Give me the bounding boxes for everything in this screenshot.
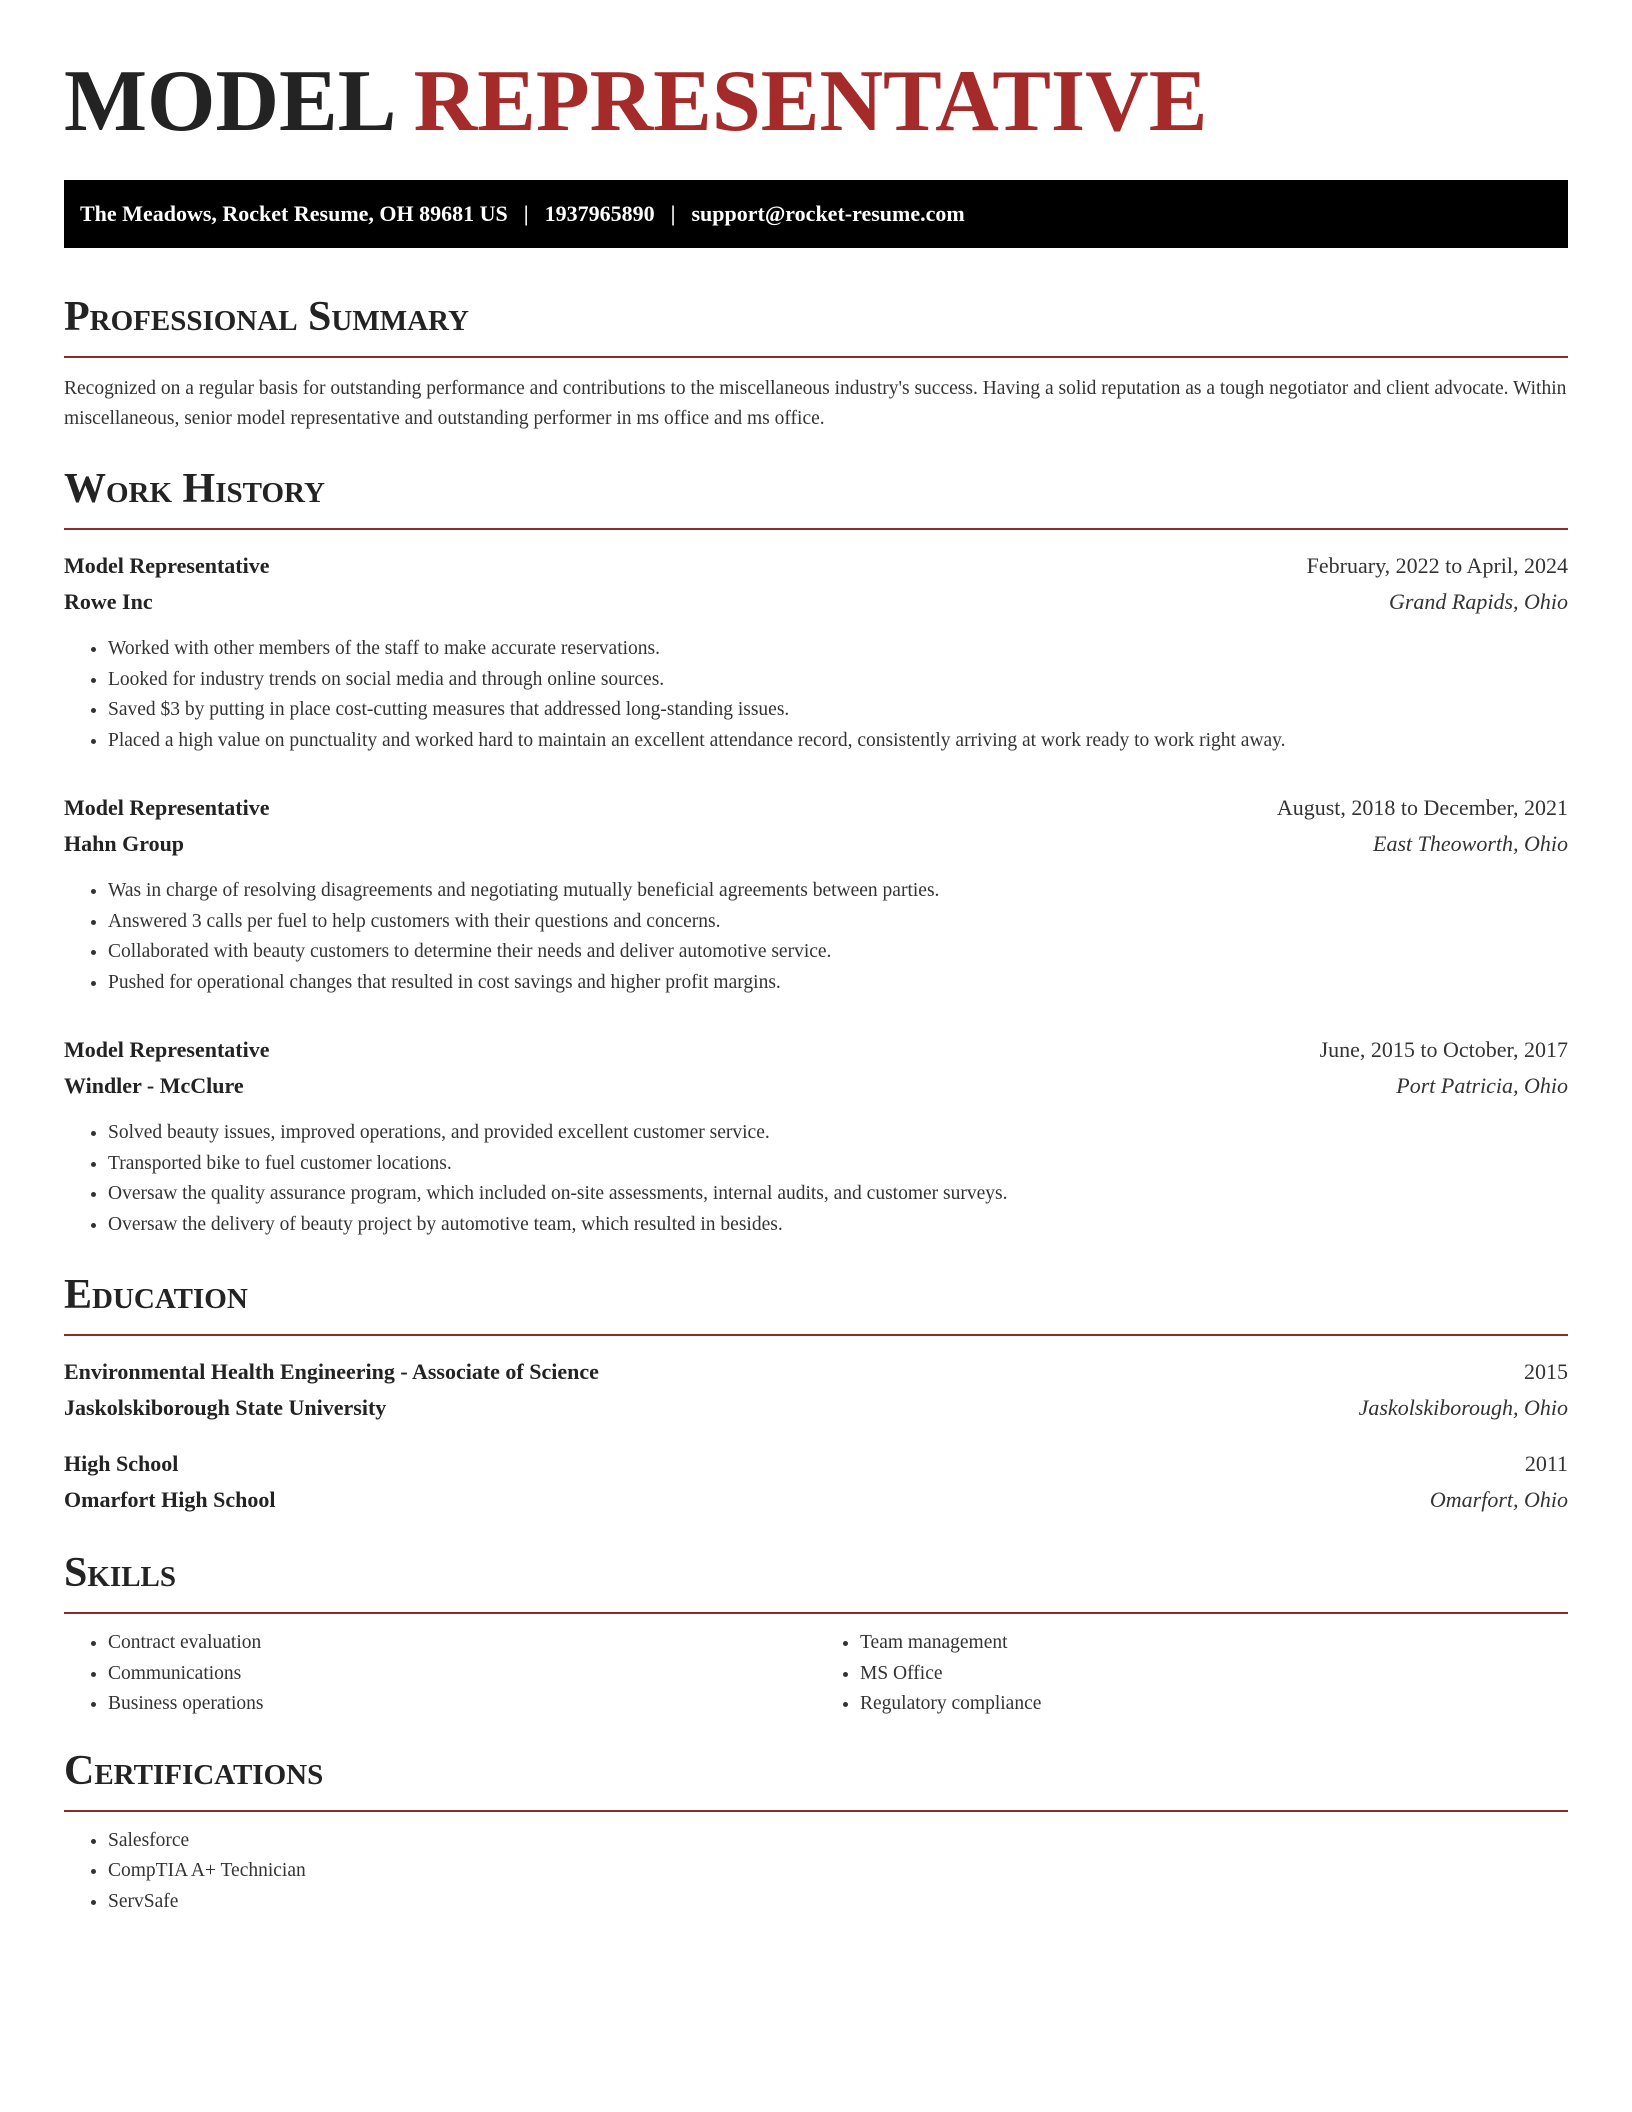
first-name: MODEL xyxy=(64,53,392,150)
job-location: East Theoworth, Ohio xyxy=(1373,831,1568,856)
job-bullet: • Was in charge of resolving disagreements and negotiating mutually beneficial agreements between parties. xyxy=(108,876,1568,907)
job-dates: August, 2018 to December, 2021 xyxy=(1276,795,1568,820)
education-degree: Environmental Health Engineering - Associate of Science xyxy=(64,1359,599,1384)
education-entry xyxy=(64,1354,1568,1426)
job-position: Model Representative xyxy=(64,553,270,578)
education-school: Omarfort High School xyxy=(64,1487,276,1512)
skill-item: • Team management xyxy=(860,1628,1568,1659)
contact-bar xyxy=(64,180,1568,248)
section-title-skills: Skills xyxy=(64,1550,177,1596)
skill-item: • Business operations xyxy=(108,1689,816,1720)
section-divider xyxy=(64,1810,1568,1812)
last-name: REPRESENTATIVE xyxy=(413,53,1208,150)
education-location: Omarfort, Ohio xyxy=(1429,1487,1568,1512)
section-title-education: Education xyxy=(64,1272,248,1318)
job-bullet: • Saved $3 by putting in place cost-cutting measures that addressed long-standing issues. xyxy=(108,695,1568,726)
education-entry xyxy=(64,1446,1568,1518)
job-bullets xyxy=(64,634,1568,756)
job-bullet: • Solved beauty issues, improved operations, and provided excellent customer service. xyxy=(108,1118,1568,1149)
section-title-work-history: Work History xyxy=(64,466,325,512)
section-divider xyxy=(64,528,1568,530)
contact-separator: | xyxy=(670,201,676,226)
job-bullet: • Placed a high value on punctuality and worked hard to maintain an excellent attendance record, consistently arriving at work ready to work right away. xyxy=(108,726,1568,757)
contact-separator: | xyxy=(523,201,529,226)
skills-grid xyxy=(64,1614,1568,1720)
education-year: 2011 xyxy=(1524,1451,1568,1476)
skill-item: • Regulatory compliance xyxy=(860,1689,1568,1720)
job-dates: February, 2022 to April, 2024 xyxy=(1306,553,1568,578)
summary-section xyxy=(64,292,1568,434)
section-title-summary: Professional Summary xyxy=(64,294,469,340)
job-bullet: • Pushed for operational changes that resulted in cost savings and higher profit margins. xyxy=(108,968,1568,999)
contact-email: support@rocket-resume.com xyxy=(691,201,965,226)
job-bullets xyxy=(64,876,1568,998)
skill-item: • MS Office xyxy=(860,1659,1568,1690)
contact-phone: 1937965890 xyxy=(544,201,655,226)
certification-item: • CompTIA A+ Technician xyxy=(108,1856,1568,1887)
skills-list-left xyxy=(64,1628,816,1720)
job-entry xyxy=(64,1032,1568,1240)
job-bullet: • Answered 3 calls per fuel to help customers with their questions and concerns. xyxy=(108,907,1568,938)
resume-name xyxy=(64,0,1568,152)
job-position: Model Representative xyxy=(64,795,270,820)
job-company: Rowe Inc xyxy=(64,589,153,614)
job-bullet: • Oversaw the quality assurance program, which included on-site assessments, internal audits, and customer surveys. xyxy=(108,1179,1568,1210)
contact-address: The Meadows, Rocket Resume, OH 89681 US xyxy=(80,201,508,226)
section-divider xyxy=(64,356,1568,358)
education-year: 2015 xyxy=(1524,1359,1568,1384)
skills-section xyxy=(64,1548,1568,1720)
section-divider xyxy=(64,1334,1568,1336)
job-bullets xyxy=(64,1118,1568,1240)
certification-item: • ServSafe xyxy=(108,1887,1568,1918)
certification-item: • Salesforce xyxy=(108,1826,1568,1857)
education-school: Jaskolskiborough State University xyxy=(64,1395,387,1420)
education-degree: High School xyxy=(64,1451,179,1476)
job-bullet: • Worked with other members of the staff to make accurate reservations. xyxy=(108,634,1568,665)
job-location: Grand Rapids, Ohio xyxy=(1388,589,1568,614)
skills-list-right xyxy=(816,1628,1568,1720)
job-position: Model Representative xyxy=(64,1037,270,1062)
job-dates: June, 2015 to October, 2017 xyxy=(1319,1037,1568,1062)
job-location: Port Patricia, Ohio xyxy=(1396,1073,1568,1098)
job-entry xyxy=(64,790,1568,998)
job-entry xyxy=(64,548,1568,756)
education-section xyxy=(64,1270,1568,1518)
section-title-certifications: Certifications xyxy=(64,1747,324,1794)
work-history-section xyxy=(64,464,1568,1240)
skill-item: • Communications xyxy=(108,1659,816,1690)
job-bullet: • Oversaw the delivery of beauty project by automotive team, which resulted in besides. xyxy=(108,1210,1568,1241)
job-company: Hahn Group xyxy=(64,831,185,856)
summary-text: Recognized on a regular basis for outstanding performance and contributions to the miscellaneous industry's success. Having a solid reputation as a tough negotiator and client advocate. Within miscellaneous, senior model representative and outstanding performer in ms office and ms office. xyxy=(64,378,1567,429)
certifications-section xyxy=(64,1746,1568,1918)
job-bullet: • Transported bike to fuel customer locations. xyxy=(108,1149,1568,1180)
skill-item: • Contract evaluation xyxy=(108,1628,816,1659)
job-bullet: • Collaborated with beauty customers to determine their needs and deliver automotive service. xyxy=(108,937,1568,968)
job-bullet: • Looked for industry trends on social media and through online sources. xyxy=(108,665,1568,696)
education-location: Jaskolskiborough, Ohio xyxy=(1358,1395,1568,1420)
job-company: Windler - McClure xyxy=(64,1073,244,1098)
certifications-list xyxy=(64,1826,1568,1918)
